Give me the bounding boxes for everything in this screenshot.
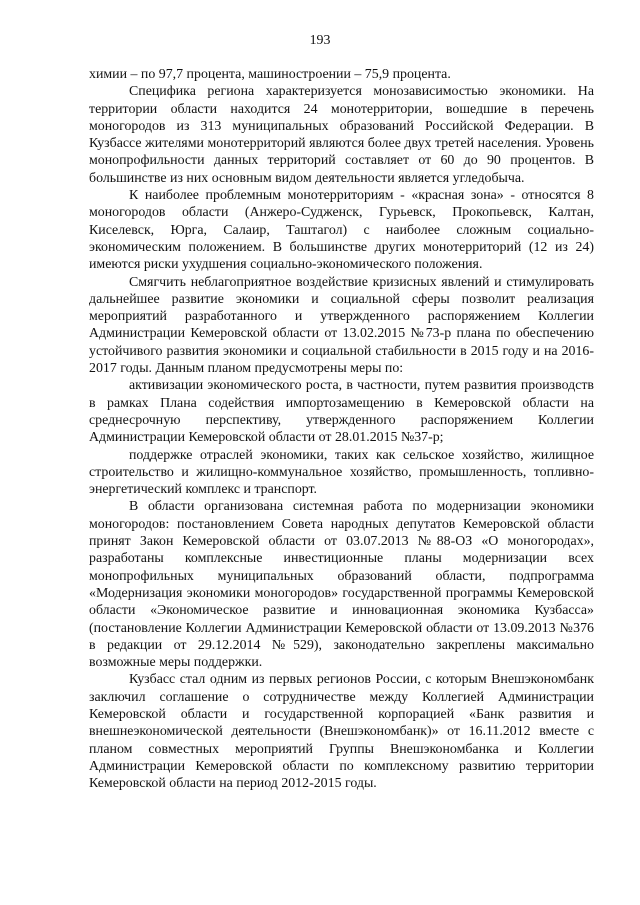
paragraph-monotown-modernization: В области организована системная работа по модернизации экономики моногородов: постановлением Совета народных депутатов Кемеровской области принят Закон Кемеровской области от 03.07.2013 №88-ОЗ «О моногородах», разработаны комплексные инвестиционные планы модернизации всех монопрофильных муниципальных образований области, подпрограмма «Модернизация экономики моногородов» государственной программы Кемеровской области «Экономическое развитие и инновационная экономика Кузбасса» (постановление Коллегии Администрации Кемеровской области от 13.09.2013 №376 в редакции от 29.12.2014 №529), законодательно закреплены максимально возможные меры поддержки. [89,499,594,671]
paragraph-veb-agreement: Кузбасс стал одним из первых регионов России, с которым Внешэкономбанк заключил соглашение о сотрудничестве между Коллегией Администрации Кемеровской области и государственной корпорацией «Банк развития и внешнеэкономической деятельности (Внешэкономбанк)» от 16.11.2012 вместе с планом совместных мероприятий Группы Внешэкономбанка и Коллегии Администрации Кемеровской области по комплексному развитию территории Кемеровской области на период 2012-2015 годы. [89,672,594,792]
page-number: 193 [309,33,331,48]
paragraph-continuation: химии – по 97,7 процента, машиностроении – 75,9 процента. [89,67,451,82]
paragraph-stabilization-plan: Смягчить неблагоприятное воздействие кризисных явлений и стимулировать дальнейшее развитие экономики и социальной сферы позволит реализация мероприятий разработанного и утвержденного распоряжением Коллегии Администрации Кемеровской области от 13.02.2015 №73-р плана по обеспечению устойчивого развития экономики и социальной стабильности в 2015 году и на 2016-2017 годы. Данным планом предусмотрены меры по: [89,274,594,377]
paragraph-mono-dependence: Специфика региона характеризуется монозависимостью экономики. На территории области находится 24 монотерритории, вошедшие в перечень моногородов из 313 муниципальных образований Российской Федерации. В Кузбассе жителями монотерриторий являются более двух третей населения. Уровень монопрофильности данных территорий составляет от 60 до 90 процентов. В большинстве из них основным видом деятельности является угледобыча. [89,84,594,186]
paragraph-measure-sectors: поддержке отраслей экономики, таких как сельское хозяйство, жилищное строительство и жилищно-коммунальное хозяйство, промышленность, топливно-энергетический комплекс и транспорт. [89,447,594,498]
paragraph-red-zone: К наиболее проблемным монотерриториям - «красная зона» - относятся 8 моногородов области (Анжеро-Судженск, Гурьевск, Прокопьевск, Калтан, Киселевск, Юрга, Салаир, Таштагол) с наиболее сложным социально-экономическим положением. В большинстве других монотерриторий (12 из 24) имеются риски ухудшения социально-экономического положения. [89,188,594,273]
paragraph-measure-growth: активизации экономического роста, в частности, путем развития производств в рамках Плана содействия импортозамещению в Кемеровской области на среднесрочную перспективу, утвержденного распоряжением Коллегии Администрации Кемеровской области от 28.01.2015 №37-р; [89,378,594,446]
body-text [89,66,594,792]
